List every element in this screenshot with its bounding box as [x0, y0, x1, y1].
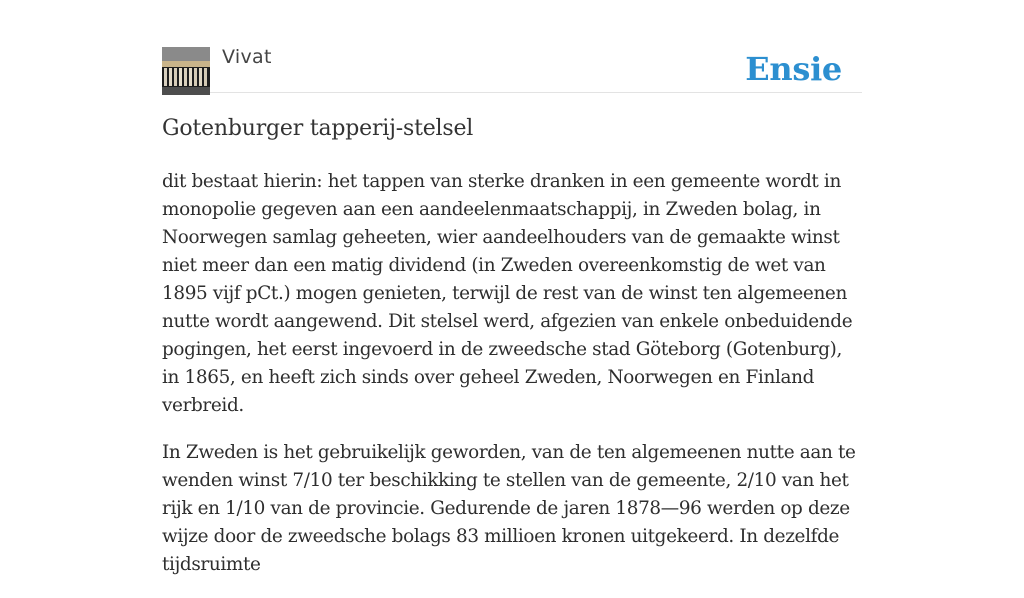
brand-logo[interactable]: Ensie [745, 50, 842, 88]
paragraph-1: dit bestaat hierin: het tappen van sterke dranken in een gemeente wordt in monopolie gegeven aan een aandeelenmaatschappij, in Zweden bolag, in Noorwegen samlag geheeten, wier aandeelhouders van de gemaakte winst niet meer dan een matig dividend (in Zweden overeenkomstig de wet van 1895 vijf pCt.) mogen genieten, terwijl de rest van de winst ten algemeenen nutte wordt aangewend. Dit stelsel werd, afgezien van enkele onbeduidende pogingen, het eerst ingevoerd in de zweedsche stad Göteborg (Gotenburg), in 1865, en heeft zich sinds over geheel Zweden, Noorwegen en Finland verbreid. [162, 171, 853, 416]
page-title: Gotenburger tapperij-stelsel [162, 116, 474, 141]
article-body [162, 168, 862, 598]
avatar[interactable] [162, 47, 210, 95]
header [162, 46, 862, 93]
paragraph-2: In Zweden is het gebruikelijk geworden, van de ten algemeenen nutte aan te wenden winst 7/10 ter beschikking te stellen van de gemeente, 2/10 van het rijk en 1/10 van de provincie. Gedurende de jaren 1878—96 werden op deze wijze door de zweedsche bolags 83 millioen kronen uitgekeerd. In dezelfde tijdsruimte [162, 442, 856, 575]
author-name[interactable]: Vivat [222, 46, 272, 68]
avatar-photo-icon [162, 47, 210, 95]
